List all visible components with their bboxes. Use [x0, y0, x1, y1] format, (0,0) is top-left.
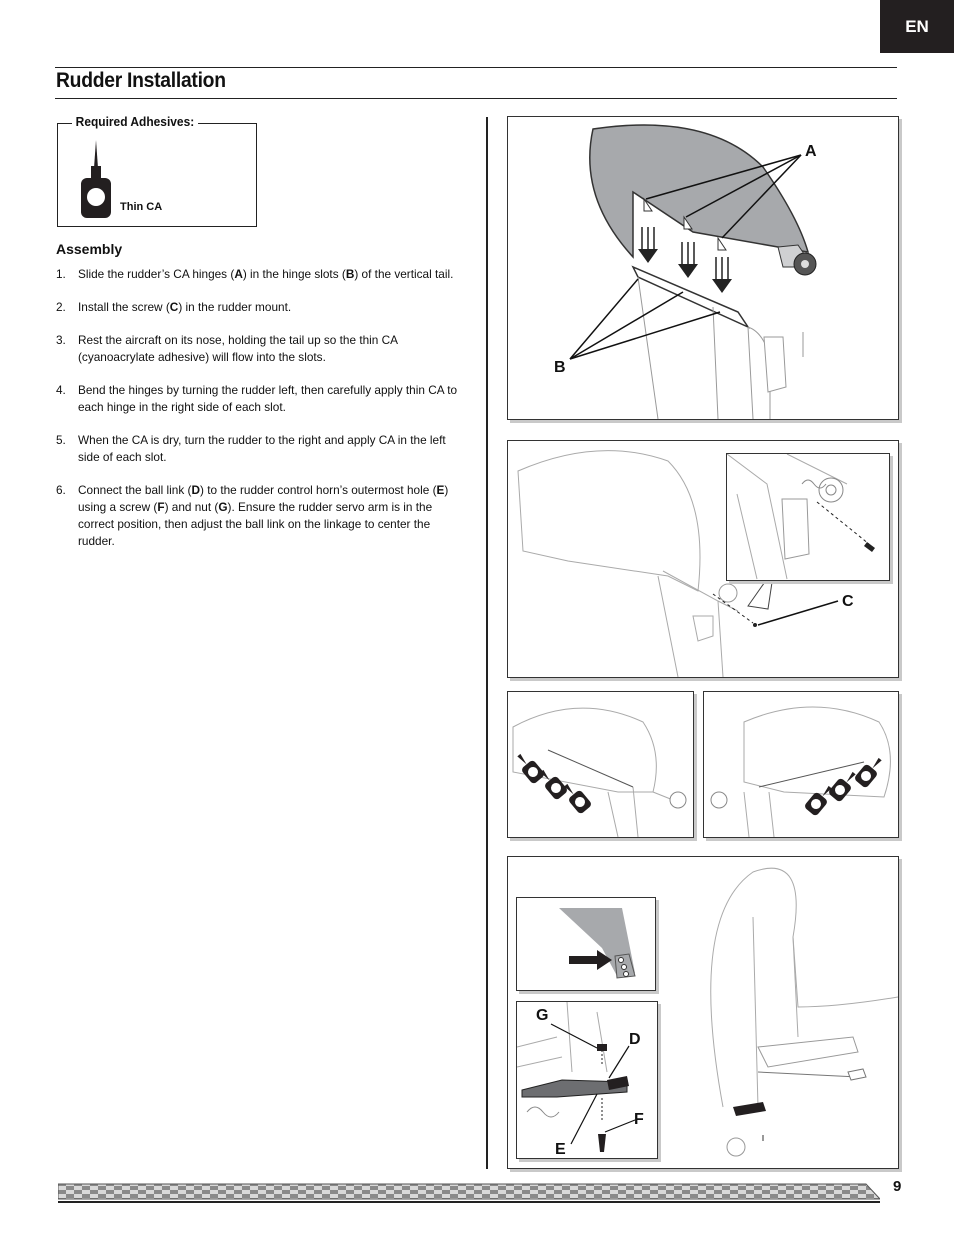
- step-item: [56, 332, 468, 366]
- step-number: 2.: [56, 300, 66, 314]
- footer-checker-bar: [58, 1182, 880, 1200]
- step-number: 5.: [56, 433, 66, 447]
- page-title: Rudder Installation: [56, 69, 226, 92]
- mount-detail-inset: [726, 453, 890, 581]
- figure-rudder-mount-screw: [507, 440, 899, 678]
- column-divider: [486, 117, 488, 1169]
- ca-right-side-illustration: [508, 692, 693, 837]
- step-text: Connect the ball link (D) to the rudder control horn’s outermost hole (E) using a screw (F) and nut (G). Ensure the rudder servo arm is in the correct position, then adjust the ball link on the linkage to center the rudder.: [78, 483, 449, 548]
- callout-g: G: [536, 1007, 549, 1024]
- figure-hinge-insertion: [507, 116, 899, 420]
- title-top-rule: [55, 67, 897, 68]
- thin-ca-bottle-icon: [78, 138, 114, 222]
- assembly-heading: Assembly: [56, 241, 123, 257]
- callout-a: A: [805, 143, 817, 160]
- step-item: [56, 299, 468, 316]
- figure-ball-link: [507, 856, 899, 1169]
- callout-c: C: [842, 593, 854, 610]
- step-number: 1.: [56, 267, 66, 281]
- footer-rule: [58, 1201, 880, 1203]
- ball-link-detail-illustration: [517, 1002, 657, 1158]
- assembly-steps: [56, 266, 468, 566]
- mount-detail-illustration: [727, 454, 889, 580]
- step-number: 4.: [56, 383, 66, 397]
- step-item: [56, 382, 468, 416]
- ca-left-side-illustration: [704, 692, 898, 837]
- callout-d: D: [629, 1031, 641, 1048]
- step-text: Bend the hinges by turning the rudder left, then carefully apply thin CA to each hinge in the right side of each slot.: [78, 383, 458, 414]
- step-text: When the CA is dry, turn the rudder to the right and apply CA in the left side of each slot.: [78, 433, 446, 464]
- step-text: Rest the aircraft on its nose, holding the tail up so the thin CA (cyanoacrylate adhesive) will flow into the slots.: [78, 333, 398, 364]
- step-number: 3.: [56, 333, 66, 347]
- figure-ca-right-side: [507, 691, 694, 838]
- step-item: [56, 482, 468, 550]
- page-number: 9: [893, 1178, 902, 1195]
- callout-e: E: [555, 1141, 566, 1158]
- step-item: [56, 266, 468, 283]
- control-horn-illustration: [517, 898, 655, 990]
- step-text: Install the screw (C) in the rudder mount.: [78, 300, 292, 314]
- callout-b: B: [554, 359, 566, 376]
- callout-f: F: [634, 1111, 644, 1128]
- title-bottom-rule: [55, 98, 897, 99]
- thin-ca-label: Thin CA: [120, 201, 163, 213]
- step-number: 6.: [56, 483, 66, 497]
- hinge-insertion-illustration: [508, 117, 898, 419]
- step-text: Slide the rudder’s CA hinges (A) in the hinge slots (B) of the vertical tail.: [78, 267, 454, 281]
- adhesives-title: Required Adhesives:: [72, 114, 198, 129]
- figure-ca-left-side: [703, 691, 899, 838]
- control-horn-inset: [516, 897, 656, 991]
- language-tab: EN: [880, 0, 954, 53]
- step-item: [56, 432, 468, 466]
